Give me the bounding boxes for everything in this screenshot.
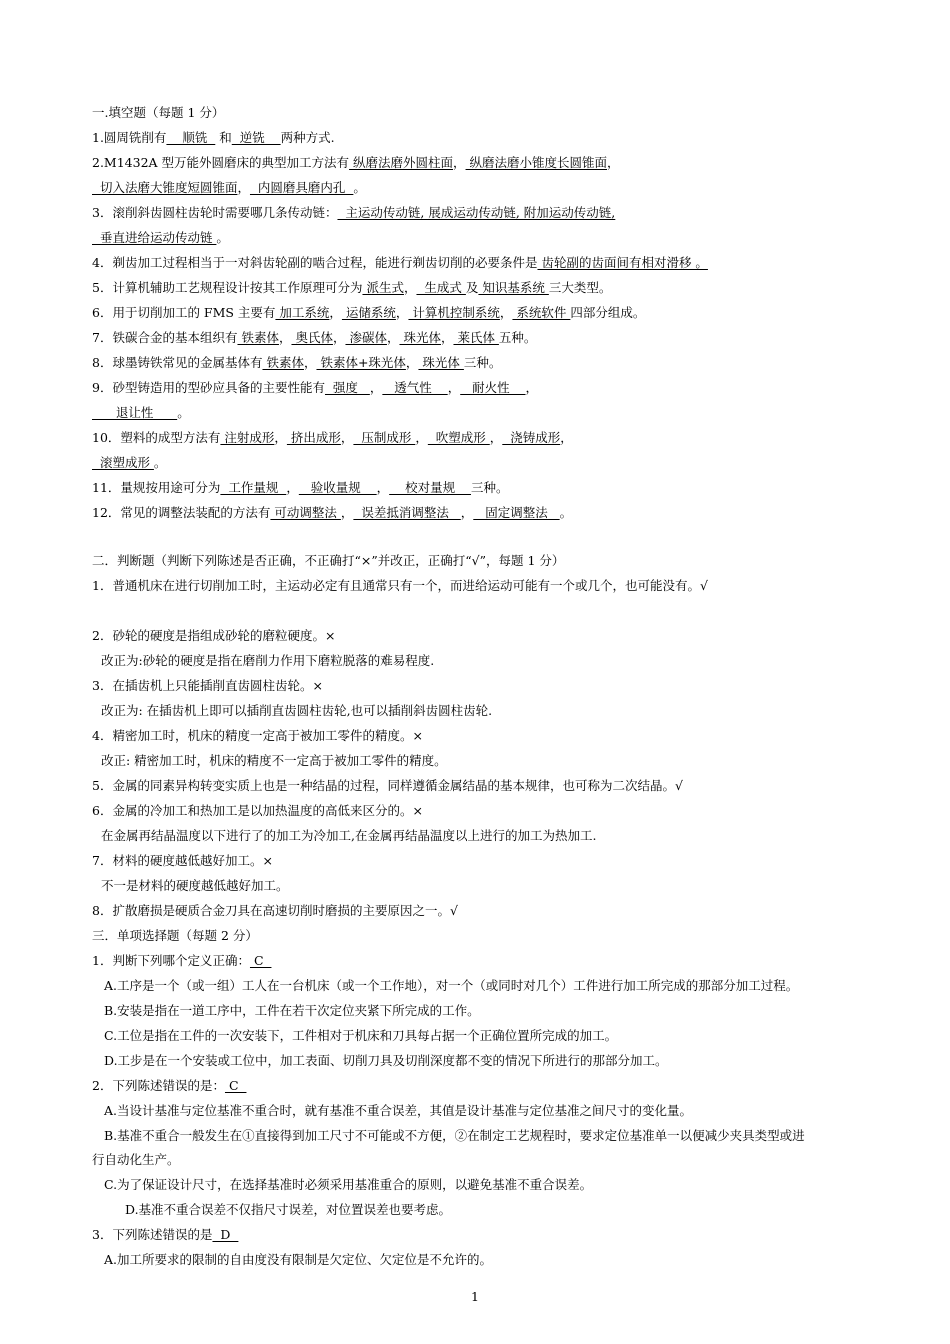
text-line (92, 230, 229, 246)
text-run: ， (607, 155, 620, 170)
text-run: 和 (215, 130, 232, 145)
answer-blank: 滚塑成形 (92, 455, 154, 470)
text-line: 8．扩散磨损是硬质合金刀具在高速切削时磨损的主要原因之一。√ (92, 903, 458, 918)
text-line: C.工位是指在工件的一次安装下，工件相对于机床和刀具每占据一个正确位置所完成的加工。 (104, 1028, 618, 1043)
text-run: 三种。 (470, 480, 509, 495)
text-run: 12．常见的调整法装配的方法有 (92, 505, 271, 520)
text-line: 在金属再结晶温度以下进行了的加工为冷加工,在金属再结晶温度以上进行的加工为热加工. (101, 828, 597, 843)
answer-blank: 垂直进给运动传动链 (92, 230, 217, 245)
text-line (92, 180, 366, 196)
text-run: 。 (177, 405, 190, 420)
text-run: ， (303, 355, 317, 370)
text-line: A.当设计基准与定位基准不重合时，就有基准不重合误差，其值是设计基准与定位基准之间尺寸的变化量。 (104, 1103, 693, 1118)
text-run: 2．下列陈述错误的是： (92, 1078, 225, 1093)
text-line: 2．砂轮的硬度是指组成砂轮的磨粒硬度。× (92, 628, 336, 643)
text-line (92, 130, 335, 146)
text-run: ， (395, 305, 409, 320)
answer-blank: 逆铣 (231, 130, 281, 145)
text-run: ， (286, 480, 299, 495)
text-run: ， (489, 430, 503, 445)
text-line (92, 280, 611, 296)
answer-blank: C (224, 1078, 247, 1093)
text-line: B.基准不重合一般发生在①直接得到加工尺寸不可能或不方便，②在制定工艺规程时，要求定位基准单一以便减少夹具类型或进 (104, 1128, 805, 1143)
text-run: ， (369, 380, 383, 395)
text-run: ， (274, 430, 287, 445)
text-line (92, 380, 538, 396)
text-line: 改正为:砂轮的硬度是指在磨削力作用下磨粒脱落的难易程度. (101, 653, 435, 668)
text-line (92, 1227, 238, 1243)
text-run: 1.圆周铣削有 (92, 130, 167, 145)
text-run: ， (340, 430, 354, 445)
text-line: D.工步是在一个安装或工位中，加工表面、切削刀具及切削深度都不变的情况下所进行的那部分加工。 (104, 1053, 668, 1068)
answer-blank: 固定调整法 (473, 505, 560, 520)
text-line (92, 505, 572, 521)
text-run: ， (386, 330, 400, 345)
text-run: 10．塑料的成型方法有 (92, 430, 221, 445)
text-run: 四部分组成。 (570, 305, 646, 320)
text-run: ， (560, 430, 573, 445)
answer-blank: 系统软件 (512, 305, 571, 320)
answer-blank: 纵磨法磨外圆柱面 (349, 155, 454, 170)
answer-blank: 知识基系统 (478, 280, 549, 295)
text-line: C.为了保证设计尺寸，在选择基准时必须采用基准重合的原则，以避免基准不重合误差。 (104, 1177, 593, 1192)
text-run: ， (403, 280, 417, 295)
answer-blank: 切入法磨大锥度短圆锥面 (92, 180, 238, 195)
text-line: 二．判断题（判断下列陈述是否正确，不正确打“×”并改正，正确打“√”，每题 1 分） (92, 553, 565, 568)
text-run: ， (278, 330, 292, 345)
text-run: 。 (153, 455, 167, 470)
text-run: ， (460, 505, 474, 520)
answer-blank: 可动调整法 (270, 505, 341, 520)
text-run: 8．球墨铸铁常见的金属基体有 (92, 355, 263, 370)
answer-blank: 纵磨法磨小锥度长圆锥面 (465, 155, 608, 170)
answer-blank: 强度 (324, 380, 370, 395)
text-run: 三大类型。 (548, 280, 612, 295)
answer-blank: 挤出成形 (286, 430, 341, 445)
text-line (92, 305, 645, 321)
text-run: ， (329, 305, 342, 320)
answer-blank: 主运动传动链, 展成运动传动链, 附加运动传动链, (337, 205, 616, 220)
text-line (92, 330, 536, 346)
answer-blank: 吹塑成形 (427, 430, 490, 445)
text-line: 改正: 精密加工时，机床的精度不一定高于被加工零件的精度。 (101, 753, 447, 768)
answer-blank: 耐火性 (460, 380, 526, 395)
answer-blank: 运储系统 (341, 305, 396, 320)
text-line: 改正为: 在插齿机上即可以插削直齿圆柱齿轮,也可以插削斜齿圆柱齿轮. (101, 703, 493, 718)
text-run: ， (499, 305, 513, 320)
answer-blank: 验收量规 (298, 480, 377, 495)
text-run: 。 (216, 230, 229, 245)
text-line (92, 953, 271, 969)
page-number: 1 (471, 1289, 479, 1304)
text-run: ， (447, 380, 461, 395)
answer-blank: 误差抵消调整法 (353, 505, 461, 520)
text-run: ， (525, 380, 539, 395)
text-run: 11．量规按用途可分为 (92, 480, 221, 495)
text-line: 6．金属的冷加工和热加工是以加热温度的高低来区分的。× (92, 803, 423, 818)
text-line (92, 405, 190, 421)
answer-blank: 透气性 (382, 380, 448, 395)
answer-blank: 莱氏体 (453, 330, 499, 345)
answer-blank: 铁素体 (237, 330, 279, 345)
text-line: D.基准不重合误差不仅指尺寸误差，对位置误差也要考虑。 (125, 1202, 452, 1217)
text-run: 两种方式. (280, 130, 335, 145)
answer-blank: 齿轮副的齿面间有相对滑移 。 (537, 255, 708, 270)
text-line (92, 355, 501, 371)
text-line: 一.填空题（每题 1 分） (92, 105, 225, 120)
text-line: 4．精密加工时，机床的精度一定高于被加工零件的精度。× (92, 728, 423, 743)
answer-blank: 注射成形 (220, 430, 275, 445)
answer-blank: 珠光体 (399, 330, 441, 345)
text-run: 3．下列陈述错误的是 (92, 1227, 213, 1242)
answer-blank: 浇铸成形 (502, 430, 561, 445)
text-line: B.安装是指在一道工序中，工件在若干次定位夹紧下所完成的工作。 (104, 1003, 480, 1018)
text-run: 3．滚削斜齿圆柱齿轮时需要哪几条传动链： (92, 205, 338, 220)
answer-blank: 工作量规 (220, 480, 287, 495)
answer-blank: 铁素体+珠光体 (316, 355, 406, 370)
text-line (92, 155, 620, 171)
answer-blank: 顺铣 (166, 130, 216, 145)
text-run: ， (453, 155, 466, 170)
text-run: 6．用于切削加工的 FMS 主要有 (92, 305, 276, 320)
text-run: ， (405, 355, 419, 370)
text-line: 三．单项选择题（每题 2 分） (92, 928, 258, 943)
answer-blank: 内圆磨具磨内孔 (249, 180, 354, 195)
text-run: 1．判断下列哪个定义正确： (92, 953, 250, 968)
answer-blank: 派生式 (362, 280, 404, 295)
text-run: 及 (465, 280, 479, 295)
answer-blank: 生成式 (416, 280, 466, 295)
text-run: ， (340, 505, 354, 520)
text-line (92, 1078, 246, 1094)
answer-blank: 压制成形 (353, 430, 416, 445)
answer-blank: 奥氏体 (291, 330, 333, 345)
text-run: ， (376, 480, 390, 495)
text-line: 5．金属的同素异构转变实质上也是一种结晶的过程，同样遵循金属结晶的基本规律，也可称为二次结晶。√ (92, 778, 683, 793)
text-line: A.工序是一个（或一组）工人在一台机床（或一个工作地），对一个（或同时对几个）工件进行加工所完成的那部分加工过程。 (104, 978, 799, 993)
answer-blank: 计算机控制系统 (408, 305, 500, 320)
text-line: 不一是材料的硬度越低越好加工。 (101, 878, 289, 893)
text-run: 2.M1432A 型万能外圆磨床的典型加工方法有 (92, 155, 350, 170)
text-line: 3．在插齿机上只能插削直齿圆柱齿轮。× (92, 678, 323, 693)
answer-blank: D (212, 1227, 239, 1242)
text-run: ， (415, 430, 428, 445)
text-run: 4．剃齿加工过程相当于一对斜齿轮副的啮合过程，能进行剃齿切削的必要条件是 (92, 255, 538, 270)
answer-blank: 退让性 (92, 405, 178, 420)
text-line (92, 480, 508, 496)
text-run: 7．铁碳合金的基本组织有 (92, 330, 238, 345)
answer-blank: 校对量规 (389, 480, 471, 495)
text-run: 。 (353, 180, 366, 195)
text-run: 。 (559, 505, 573, 520)
answer-blank: 珠光体 (418, 355, 464, 370)
text-line: 1．普通机床在进行切削加工时，主运动必定有且通常只有一个，而进给运动可能有一个或几个，也可能没有。√ (92, 578, 708, 593)
answer-blank: C (249, 953, 272, 968)
text-line (92, 455, 166, 471)
text-line (92, 205, 615, 221)
answer-blank: 渗碳体 (345, 330, 387, 345)
text-run: 三种。 (463, 355, 502, 370)
text-line: A.加工所要求的限制的自由度没有限制是欠定位、欠定位是不允许的。 (104, 1252, 493, 1267)
text-run: 5．计算机辅助工艺规程设计按其工作原理可分为 (92, 280, 363, 295)
text-run: 五种。 (498, 330, 537, 345)
text-run: ， (440, 330, 454, 345)
answer-blank: 铁素体 (262, 355, 304, 370)
text-run: ， (237, 180, 250, 195)
text-line (92, 255, 708, 271)
text-run: 9．砂型铸造用的型砂应具备的主要性能有 (92, 380, 325, 395)
answer-blank: 加工系统 (275, 305, 330, 320)
text-run: ， (332, 330, 346, 345)
text-line (92, 430, 573, 446)
text-line: 行自动化生产。 (92, 1152, 180, 1167)
text-line: 7．材料的硬度越低越好加工。× (92, 853, 273, 868)
